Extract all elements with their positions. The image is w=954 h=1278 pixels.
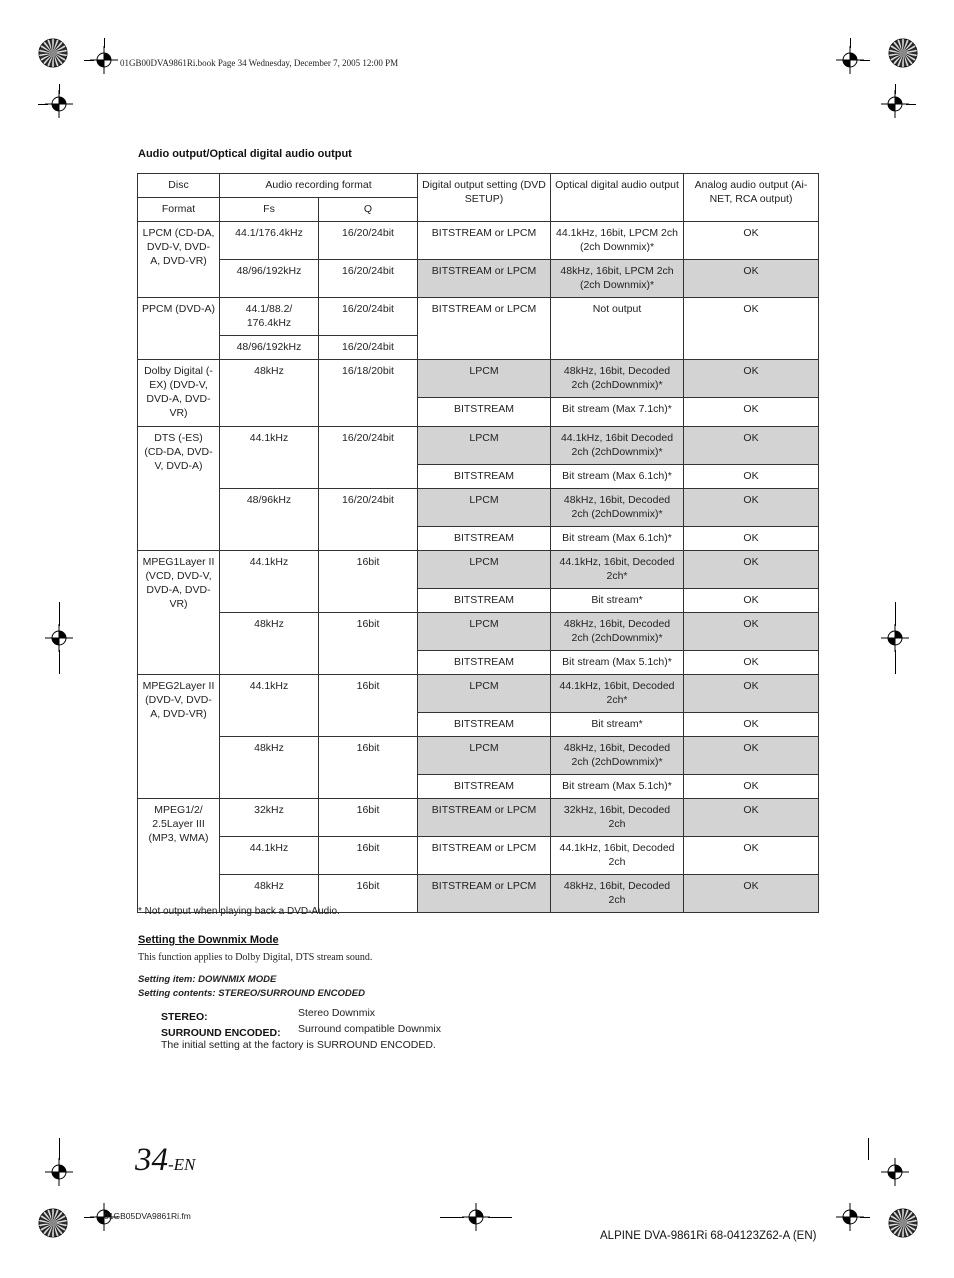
optical-cell: Not output [551,298,684,360]
registration-target-icon [45,624,73,652]
crop-line [84,60,94,61]
crop-line [59,650,60,674]
crop-line [59,84,60,94]
initial-setting-note: The initial setting at the factory is SURROUND ENCODED. [161,1039,436,1051]
fs-cell: 48kHz [220,737,319,799]
setting-cell: BITSTREAM or LPCM [418,298,551,360]
q-cell: 16/20/24bit [319,489,418,551]
table-row [138,551,819,589]
option-label: STEREO: [161,1011,208,1023]
fs-cell: 44.1kHz [220,551,319,613]
setting-cell: BITSTREAM [418,713,551,737]
header-cell: Audio recording format [220,174,418,198]
registration-target-icon [45,90,73,118]
crop-line [868,1138,869,1160]
table-row [138,737,819,775]
analog-cell: OK [684,360,819,398]
header-cell: Format [138,198,220,222]
setting-cell: BITSTREAM [418,527,551,551]
crop-line [906,104,916,105]
table-row [138,489,819,527]
crop-line [488,1217,512,1218]
format-cell: LPCM (CD-DA, DVD-V, DVD-A, DVD-VR) [138,222,220,298]
q-cell: 16bit [319,875,418,913]
analog-cell: OK [684,589,819,613]
analog-cell: OK [684,775,819,799]
fs-cell: 44.1kHz [220,427,319,489]
registration-target-icon [45,1158,73,1186]
optical-cell: Bit stream (Max 6.1ch)* [551,465,684,489]
q-cell: 16bit [319,675,418,737]
q-cell: 16bit [319,551,418,613]
fs-cell: 48/96/192kHz [220,336,319,360]
setting-cell: BITSTREAM [418,465,551,489]
fs-cell: 48kHz [220,875,319,913]
setting-contents: Setting contents: STEREO/SURROUND ENCODED [138,988,365,999]
fs-cell: 48/96/192kHz [220,260,319,298]
crop-line [84,1217,94,1218]
fs-cell: 48kHz [220,360,319,427]
fs-cell: 44.1/176.4kHz [220,222,319,260]
fs-cell: 48/96kHz [220,489,319,551]
analog-cell: OK [684,651,819,675]
setting-cell: LPCM [418,675,551,713]
format-cell: PPCM (DVD-A) [138,298,220,360]
optical-cell: Bit stream (Max 5.1ch)* [551,651,684,675]
q-cell: 16/20/24bit [319,222,418,260]
q-cell: 16bit [319,613,418,675]
crop-line [860,60,870,61]
registration-target-icon [881,1158,909,1186]
optical-cell: 48kHz, 16bit, Decoded 2ch (2chDownmix)* [551,737,684,775]
crop-line [440,1217,464,1218]
setting-cell: LPCM [418,613,551,651]
table-row [138,837,819,875]
analog-cell: OK [684,675,819,713]
q-cell: 16bit [319,837,418,875]
setting-cell: BITSTREAM or LPCM [418,799,551,837]
crop-line [59,602,60,626]
registration-starburst-icon [38,1208,68,1238]
analog-cell: OK [684,551,819,589]
crop-line [860,1217,870,1218]
setting-cell: BITSTREAM [418,651,551,675]
optical-cell: 48kHz, 16bit, Decoded 2ch (2chDownmix)* [551,613,684,651]
registration-starburst-icon [38,38,68,68]
q-cell: 16/20/24bit [319,336,418,360]
table-row [138,222,819,260]
format-cell: MPEG1Layer II (VCD, DVD-V, DVD-A, DVD-VR) [138,551,220,675]
analog-cell: OK [684,222,819,260]
page-number-value: 34 [135,1142,168,1178]
crop-line [38,104,48,105]
analog-cell: OK [684,427,819,465]
fs-cell: 48kHz [220,613,319,675]
optical-cell: 48kHz, 16bit, Decoded 2ch (2chDownmix)* [551,360,684,398]
optical-cell: Bit stream* [551,713,684,737]
optical-cell: Bit stream (Max 5.1ch)* [551,775,684,799]
crop-line [104,38,105,48]
fs-cell: 44.1kHz [220,837,319,875]
table-row [138,613,819,651]
option-description: Surround compatible Downmix [298,1023,441,1035]
registration-target-icon [462,1203,490,1231]
section-title: Audio output/Optical digital audio output [138,148,352,160]
option-label: SURROUND ENCODED: [161,1027,281,1039]
fs-cell: 44.1kHz [220,675,319,737]
option-description: Stereo Downmix [298,1007,376,1019]
crop-line [59,1138,60,1160]
setting-cell: LPCM [418,360,551,398]
header-cell: Disc [138,174,220,198]
file-footer: 01GB05DVA9861Ri.fm [104,1211,191,1221]
q-cell: 16/20/24bit [319,260,418,298]
analog-cell: OK [684,837,819,875]
registration-starburst-icon [888,38,918,68]
analog-cell: OK [684,799,819,837]
optical-cell: 48kHz, 16bit, LPCM 2ch (2ch Downmix)* [551,260,684,298]
setting-cell: BITSTREAM or LPCM [418,222,551,260]
q-cell: 16/18/20bit [319,360,418,427]
setting-cell: BITSTREAM [418,398,551,427]
analog-cell: OK [684,398,819,427]
analog-cell: OK [684,260,819,298]
setting-cell: BITSTREAM [418,775,551,799]
setting-cell: LPCM [418,737,551,775]
fs-cell: 32kHz [220,799,319,837]
analog-cell: OK [684,298,819,360]
table-row [138,360,819,398]
analog-cell: OK [684,527,819,551]
analog-cell: OK [684,465,819,489]
setting-cell: BITSTREAM [418,589,551,613]
optical-cell: 44.1kHz, 16bit, LPCM 2ch (2ch Downmix)* [551,222,684,260]
format-cell: MPEG1/2/ 2.5Layer III (MP3, WMA) [138,799,220,913]
table-row [138,260,819,298]
setting-cell: BITSTREAM or LPCM [418,837,551,875]
header-cell: Q [319,198,418,222]
header-cell: Digital output setting (DVD SETUP) [418,174,551,222]
analog-cell: OK [684,737,819,775]
setting-cell: LPCM [418,427,551,465]
format-cell: DTS (-ES) (CD-DA, DVD-V, DVD-A) [138,427,220,551]
optical-cell: Bit stream (Max 7.1ch)* [551,398,684,427]
crop-line [850,38,851,48]
q-cell: 16/20/24bit [319,427,418,489]
analog-cell: OK [684,489,819,527]
table-header-row [138,174,819,198]
registration-target-icon [881,90,909,118]
optical-cell: 44.1kHz, 16bit Decoded 2ch (2chDownmix)* [551,427,684,465]
setting-cell: LPCM [418,551,551,589]
optical-cell: Bit stream* [551,589,684,613]
optical-cell: 32kHz, 16bit, Decoded 2ch [551,799,684,837]
optical-cell: 44.1kHz, 16bit, Decoded 2ch* [551,551,684,589]
setting-cell: BITSTREAM or LPCM [418,260,551,298]
analog-cell: OK [684,613,819,651]
table-row [138,427,819,465]
header-cell: Analog audio output (Ai-NET, RCA output) [684,174,819,222]
table-row [138,675,819,713]
audio-output-table [137,173,819,913]
optical-cell: 48kHz, 16bit, Decoded 2ch (2chDownmix)* [551,489,684,527]
downmix-section-title: Setting the Downmix Mode [138,934,279,946]
optical-cell: 44.1kHz, 16bit, Decoded 2ch* [551,675,684,713]
q-cell: 16bit [319,737,418,799]
crop-line [895,602,896,626]
crop-line [895,84,896,94]
downmix-description: This function applies to Dolby Digital, DTS stream sound. [138,952,373,963]
file-header: 01GB00DVA9861Ri.book Page 34 Wednesday, December 7, 2005 12:00 PM [120,58,399,68]
registration-target-icon [90,46,118,74]
analog-cell: OK [684,713,819,737]
setting-cell: LPCM [418,489,551,527]
setting-item: Setting item: DOWNMIX MODE [138,974,277,985]
q-cell: 16bit [319,799,418,837]
registration-target-icon [881,624,909,652]
q-cell: 16/20/24bit [319,298,418,336]
header-cell: Optical digital audio output [551,174,684,222]
fs-cell: 44.1/88.2/ 176.4kHz [220,298,319,336]
table-row [138,799,819,837]
page-number-suffix: -EN [168,1155,196,1174]
header-cell: Fs [220,198,319,222]
format-cell: MPEG2Layer II (DVD-V, DVD-A, DVD-VR) [138,675,220,799]
optical-cell: 48kHz, 16bit, Decoded 2ch [551,875,684,913]
setting-cell: BITSTREAM or LPCM [418,875,551,913]
model-footer: ALPINE DVA-9861Ri 68-04123Z62-A (EN) [600,1230,817,1242]
page-number [135,1140,195,1185]
optical-cell: Bit stream (Max 6.1ch)* [551,527,684,551]
table-footnote: * Not output when playing back a DVD-Audio. [138,906,340,917]
optical-cell: 44.1kHz, 16bit, Decoded 2ch [551,837,684,875]
registration-starburst-icon [888,1208,918,1238]
analog-cell: OK [684,875,819,913]
crop-line [895,650,896,674]
format-cell: Dolby Digital (-EX) (DVD-V, DVD-A, DVD-VR) [138,360,220,427]
table-row [138,298,819,336]
